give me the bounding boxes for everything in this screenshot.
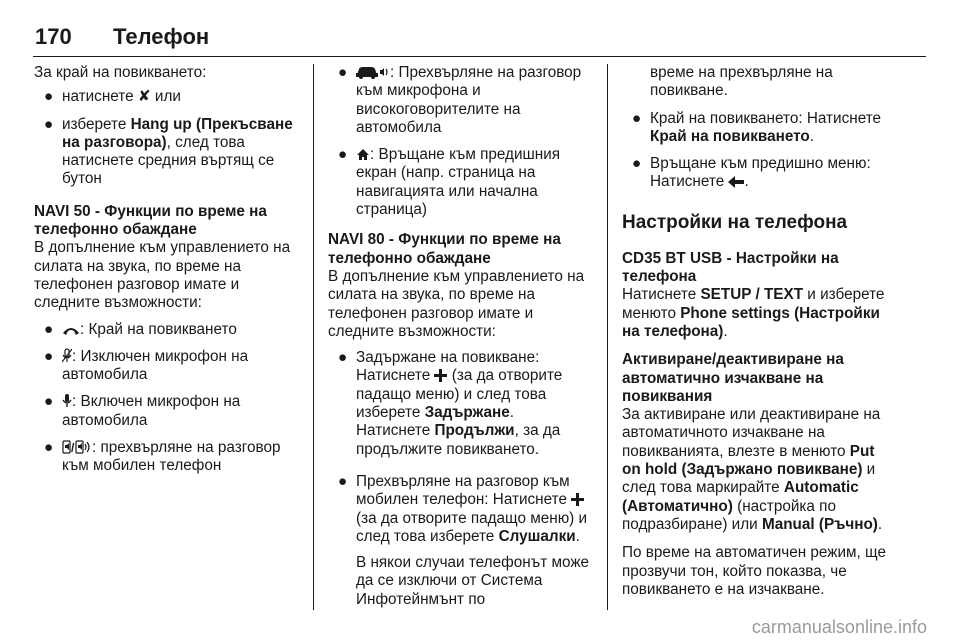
bullet-icon: ● xyxy=(44,393,54,411)
bullet-icon: ● xyxy=(44,115,54,133)
bullet-icon: ● xyxy=(44,347,54,365)
list-item: ● изберете Hang up (Прекъсване на разговора), след това натиснете средния въртящ се бутон xyxy=(44,115,293,188)
phone-speaker-icon xyxy=(62,439,92,457)
navi80-list xyxy=(328,349,600,609)
plus-icon xyxy=(434,367,447,385)
page-header xyxy=(0,0,960,52)
list-item: ● Прехвърляне на разговор към мобилен телефон: Натиснете (за да отворите падащо меню) и след това изберете Слушалки. В някои случаи телефонът може да се изключи от Система Инфотейнмънт по xyxy=(338,472,590,608)
bullet-icon: ● xyxy=(338,64,348,81)
bullet-icon: ● xyxy=(632,109,642,127)
home-icon xyxy=(356,146,370,164)
list-item: ● : Край на повикването xyxy=(44,320,237,338)
navi50-list xyxy=(34,321,306,476)
back-arrow-icon xyxy=(728,173,744,191)
cross-icon: ✘ xyxy=(137,88,151,106)
header-rule xyxy=(33,56,926,57)
navi80-list-continued xyxy=(622,64,894,192)
auto-hold-text: За активиране или деактивиране на автоматичното изчакване на повикванията, влезте в менюто Put on hold (Задържано повикване) и след това маркирайте Automatic (Автоматично) (настройка по подразбиране) или Manual (Ръчно). xyxy=(622,406,883,533)
column-3 xyxy=(622,64,894,609)
list-item: ● : Прехвърляне на разговор към микрофона и високоговорителите на автомобила xyxy=(338,64,582,136)
bullet-icon: ● xyxy=(44,439,54,457)
bullet-icon: ● xyxy=(338,349,348,367)
list-item: ● : Изключен микрофон на автомобила xyxy=(44,347,249,384)
navi50-text: В допълнение към управлението на силата на звука, по време на телефонен разговор имате и следните възможности: xyxy=(34,239,291,312)
navi50-list-continued xyxy=(328,64,600,219)
column-divider-2 xyxy=(607,64,608,610)
column-2 xyxy=(328,64,600,618)
bullet-icon: ● xyxy=(338,472,348,490)
list-item: ● Край на повикването: Натиснете Край на повикването. xyxy=(632,109,882,145)
plus-icon xyxy=(571,491,584,509)
list-item: ● Задържане на повикване: Натиснете (за да отворите падащо меню) и след това изберете Задържане. Натиснете Продължи, за да продължите повикването. xyxy=(338,349,563,458)
column-1 xyxy=(34,64,306,485)
hangup-icon xyxy=(62,321,80,339)
watermark: carmanualsonline.info xyxy=(751,617,927,637)
list-item: ● натиснете ✘ или xyxy=(44,88,181,106)
page-title: Телефон xyxy=(113,24,210,49)
car-speaker-icon xyxy=(356,64,390,82)
bullet-icon: ● xyxy=(632,155,642,173)
navi80-heading: NAVI 80 - Функции по време на телефонно обаждане xyxy=(328,231,561,267)
section-title: Настройки на телефона xyxy=(622,211,848,233)
mic-on-icon xyxy=(62,393,72,411)
list-item: ● Връщане към предишно меню: Натиснете . xyxy=(632,155,871,191)
end-call-list xyxy=(34,88,306,188)
list-item: ● / : прехвърляне на разговор към мобилен телефон xyxy=(44,439,281,475)
list-item: ● : Връщане към предишния екран (напр. страница на навигацията или начална страница) xyxy=(338,146,561,219)
auto-hold-note: По време на автоматичен режим, ще прозвучи тон, който показва, че повикването е на изчакване. xyxy=(622,544,886,598)
cd35-text: Натиснете SETUP / TEXT и изберете менюто Phone settings (Настройки на телефона). xyxy=(622,286,885,340)
list-item: време на прехвърляне на повикване. xyxy=(650,64,833,100)
end-call-intro: За край на повикването: xyxy=(34,64,207,81)
mic-off-icon xyxy=(62,348,72,366)
navi50-heading: NAVI 50 - Функции по време на телефонно обаждане xyxy=(34,202,267,239)
page-number: 170 xyxy=(35,24,72,49)
column-divider-1 xyxy=(313,64,314,610)
svg-text:/: / xyxy=(71,441,75,455)
bullet-icon: ● xyxy=(44,88,54,106)
list-item: ● : Включен микрофон на автомобила xyxy=(44,393,241,429)
navi80-text: В допълнение към управлението на силата на звука, по време на телефонен разговор имате и следните възможности: xyxy=(328,267,585,340)
bullet-icon: ● xyxy=(338,146,348,164)
auto-hold-heading: Активиране/деактивиране на автоматично изчакване на повиквания xyxy=(622,351,844,405)
bullet-icon: ● xyxy=(44,320,54,338)
cd35-heading: CD35 BT USB - Настройки на телефона xyxy=(622,249,839,286)
